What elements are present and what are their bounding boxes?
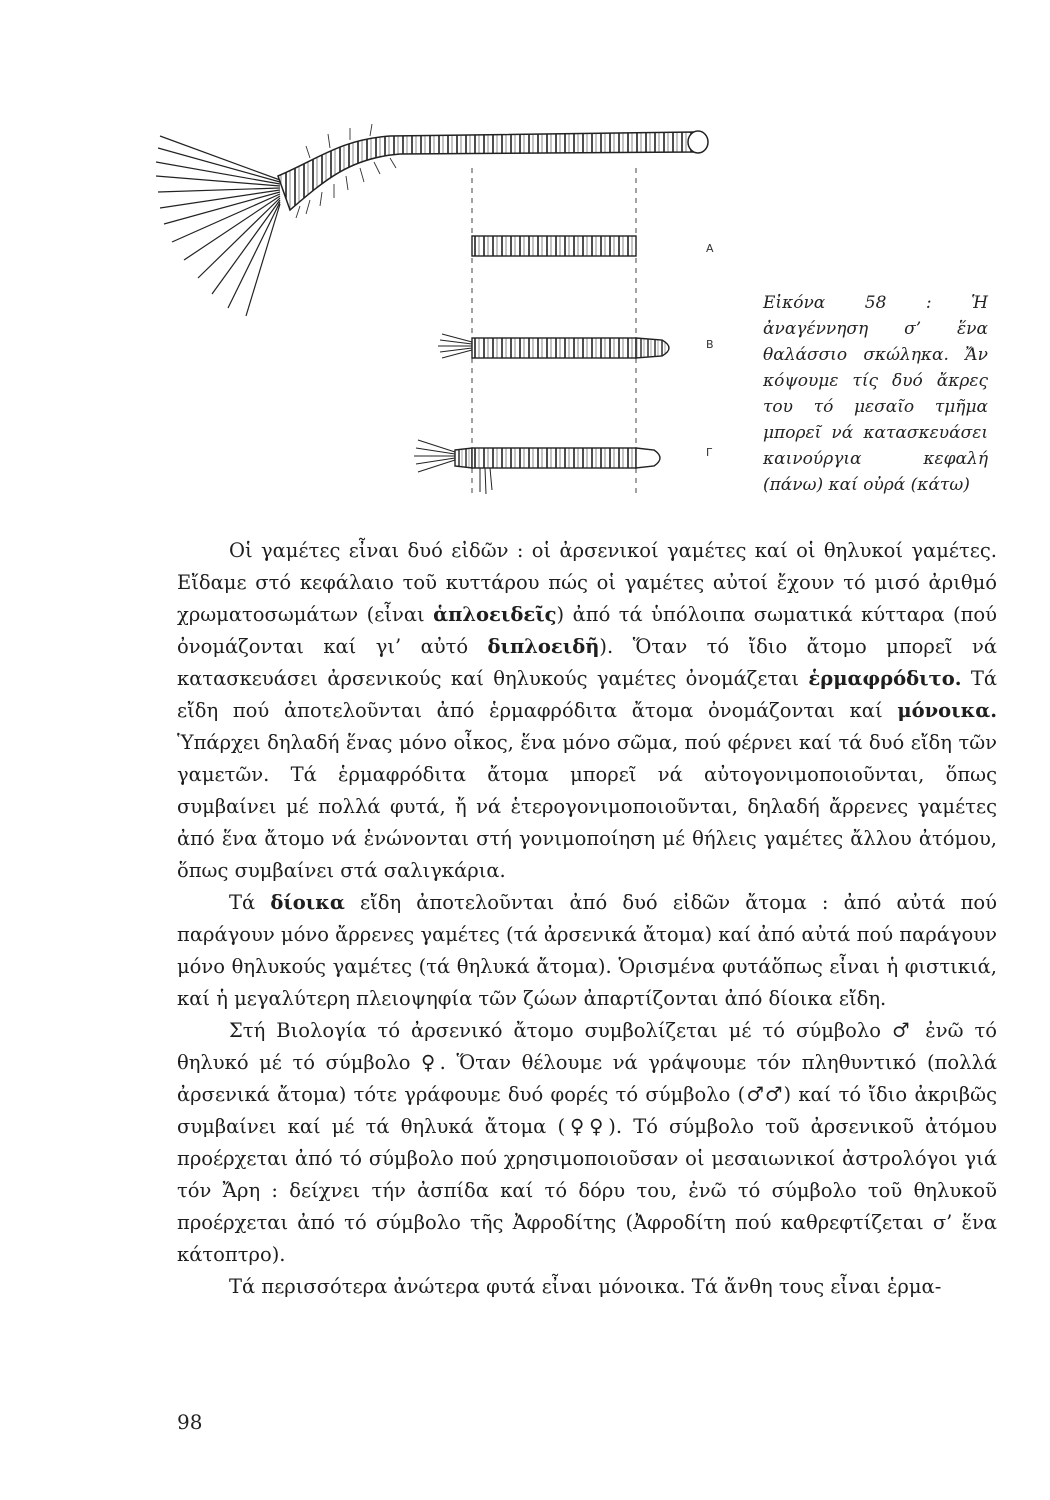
paragraph-4: Τά περισσότερα ἀνώτερα φυτά εἶναι μόνοικα. Τά ἄνθη τους εἶναι ἑρμα- — [229, 1275, 942, 1298]
worm-illustration — [150, 118, 713, 508]
term-hermaphrodite: ἑρμαφρόδιτο. — [808, 667, 962, 690]
caption-title: Εἰκόνα 58 : — [763, 293, 932, 313]
term-monoecious: μόνοικα. — [897, 699, 997, 722]
paragraph-3: Στή Βιολογία τό ἀρσενικό ἄτομο συμβολίζεται μέ τό σύμβολο ♂ ἐνῶ τό θηλυκό μέ τό σύμβολο ♀. Ὅταν θέλουμε νά γράψουμε τόν πληθυντικό (πολλά ἀρσενικά ἄτομα) τότε γράφουμε δυό φορές τό σύμβολο (♂♂) καί τό ἴδιο ἀκριβῶς συμβαίνει καί μέ τά θηλυκά ἄτομα (♀♀). Τό σύμβολο τοῦ ἀρσενικοῦ ἀτόμου προέρχεται ἀπό τό σύμβολο πού χρησιμοποιοῦσαν οἱ μεσαιωνικοί ἀστρολόγοι γιά τόν Ἄρη : δείχνει τήν ἀσπίδα καί τό δόρυ του, ἐνῶ τό σύμβολο τοῦ θηλυκοῦ προέρχεται ἀπό τό σύμβολο τῆς Ἀφροδίτης (Ἀφροδίτη πού καθρεφτίζεται σ’ ἕνα κάτοπτρο). — [177, 1019, 997, 1266]
paragraph-2: Τά δίοικα εἴδη ἀποτελοῦνται ἀπό δυό εἰδῶν ἄτομα : ἀπό αὐτά πού παράγουν μόνο ἄρρενες γαμέτες (τά ἀρσενικά ἄτομα) καί ἀπό αὐτά πού παράγουν μόνο θηλυκούς γαμέτες (τά θηλυκά ἄτομα). Ὁρισμένα φυτάὅπως εἶναι ἡ φιστικιά, καί ἡ μεγαλύτερη πλειοψηφία τῶν ζώων ἀπαρτίζονται ἀπό δίοικα εἴδη. — [177, 891, 998, 1010]
worm-segment-c — [414, 440, 660, 494]
term-dioecious: δίοικα — [270, 891, 345, 914]
worm-whole — [156, 124, 708, 316]
term-diploid: διπλοειδῆ — [487, 635, 600, 658]
term-haploid: ἁπλοειδεῖς — [433, 603, 557, 626]
label-b: Β — [706, 338, 714, 351]
page-number: 98 — [177, 1410, 203, 1434]
label-c: Γ — [706, 446, 713, 459]
worm-segment-a — [472, 236, 636, 256]
worm-segment-b — [438, 334, 669, 358]
figure-caption — [763, 290, 988, 498]
worm-figure — [150, 118, 714, 508]
paragraph-1: Οἱ γαμέτες εἶναι δυό εἰδῶν : οἱ ἀρσενικοί γαμέτες καί οἱ θηλυκοί γαμέτες. Εἴδαμε στό κεφάλαιο τοῦ κυττάρου πώς οἱ γαμέτες αὐτοί ἔχουν τό μισό ἀριθμό χρωματοσωμάτων (εἶναι ἁπλοειδεῖς) ἀπό τά ὑπόλοιπα σωματικά κύτταρα (πού ὀνομάζονται καί γι’ αὐτό διπλοειδῆ). Ὅταν τό ἴδιο ἄτομο μπορεῖ νά κατασκευάσει ἀρσενικούς καί θηλυκούς γαμέτες ὀνομάζεται ἑρμαφρόδιτο. Τά εἴδη πού ἀποτελοῦνται ἀπό ἑρμαφρόδιτα ἄτομα ὀνομάζονται καί μόνοικα. Ὑπάρχει δηλαδή ἕνας μόνο οἶκος, ἕνα μόνο σῶμα, πού φέρνει καί τά δυό εἴδη τῶν γαμετῶν. Τά ἑρμαφρόδιτα ἄτομα μπορεῖ νά αὐτογονιμοποιοῦνται, ὅπως συμβαίνει μέ πολλά φυτά, ἤ νά ἑτερογονιμοποιοῦνται, δηλαδή ἄρρενες γαμέτες ἀπό ἕνα ἄτομο νά ἑνώνονται στή γονιμοποίηση μέ θήλεις γαμέτες ἄλλου ἀτόμου, ὅπως συμβαίνει στά σαλιγκάρια. — [177, 539, 998, 882]
body-text — [177, 535, 997, 1303]
label-a: Α — [706, 242, 714, 255]
caption-text: Ἡ ἀναγέννηση σ’ ἕνα θαλάσσιο σκώληκα. Ἄν κόψουμε τίς δυό ἄκρες του τό μεσαῖο τμῆμα μπορεῖ νά κατασκευάσει καινούργια κεφαλή (πάνω) καί οὐρά (κάτω) — [763, 293, 988, 495]
